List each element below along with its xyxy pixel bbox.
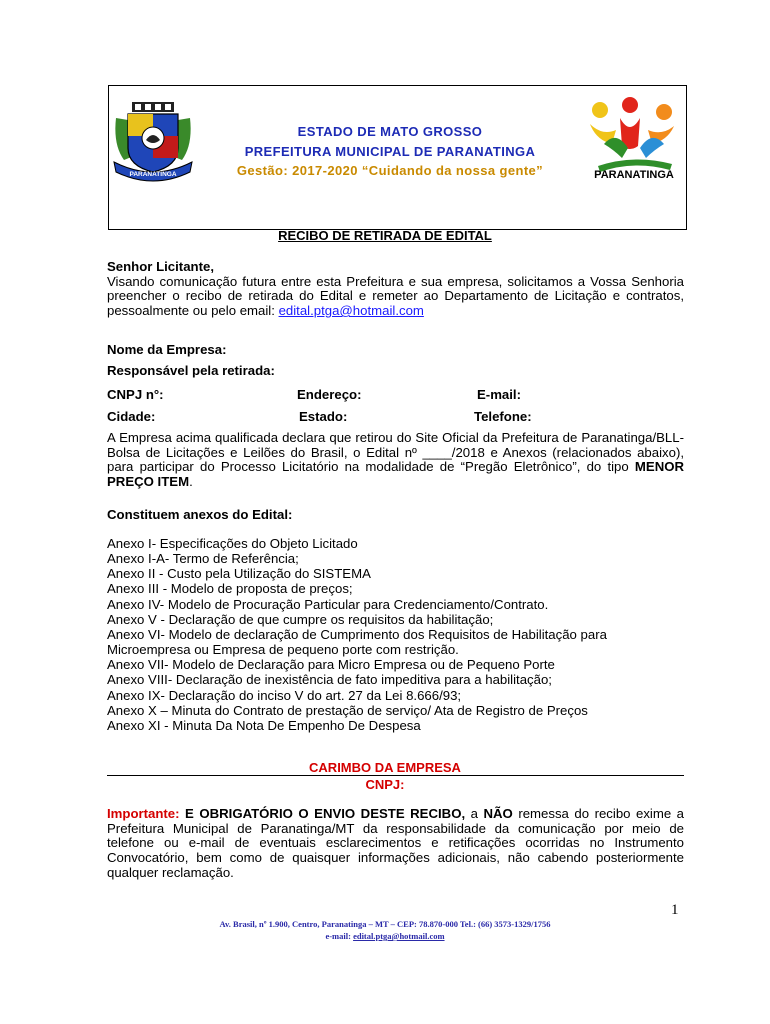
paranatinga-logo-icon: [586, 96, 682, 186]
important-nao: NÃO: [483, 806, 513, 821]
list-item: Anexo VII- Modelo de Declaração para Micro Empresa ou de Pequeno Porte: [107, 657, 555, 673]
municipal-crest-icon: [110, 100, 196, 188]
declaration-type: MENOR PREÇO ITEM: [107, 459, 684, 490]
address-field: Endereço:: [297, 387, 362, 402]
stamp-divider: [107, 775, 684, 776]
header-lines: [200, 122, 580, 181]
city-hall-name: PREFEITURA MUNICIPAL DE PARANATINGA: [244, 143, 536, 159]
annex-heading: Constituem anexos do Edital:: [107, 507, 293, 522]
footer-email-label: e-mail:: [325, 931, 351, 941]
stamp-cnpj: CNPJ:: [365, 777, 405, 792]
cnpj-field: CNPJ n°:: [107, 387, 164, 402]
declaration-text: A Empresa acima qualificada declara que retirou do Site Oficial da Prefeitura de Paranatinga/BLL- Bolsa de Licitações e Leilões do Brasil, o Edital nº ____/2018 e Anexos (relacionados abaixo), para participar do Processo Licitatório na modalidade de “Pregão Eletrônico”, do tipo: [107, 430, 684, 475]
stamp-title: CARIMBO DA EMPRESA: [309, 760, 461, 775]
declaration-paragraph: A Empresa acima qualificada declara que retirou do Site Oficial da Prefeitura de Paranatinga/BLL- Bolsa de Licitações e Leilões do Brasil, o Edital nº ____/2018 e Anexos (relacionados abaixo), para participar do Processo Licitatório na modalidade de “Pregão Eletrônico”, do tipo MENOR PREÇO ITEM.: [107, 430, 684, 490]
intro-text: Visando comunicação futura entre esta Prefeitura e sua empresa, solicitamos a Vossa Senhoria preencher o recibo de retirada do Edital e remeter ao Departamento de Licitação e contratos, pessoalmente ou pelo email:: [107, 273, 684, 319]
footer-email-line: [0, 930, 770, 942]
greeting: Senhor Licitante,: [107, 259, 214, 274]
city-field: Cidade:: [107, 409, 156, 424]
important-a: a: [470, 806, 478, 821]
footer-email-link[interactable]: edital.ptga@hotmail.com: [353, 931, 445, 941]
list-item: Anexo IX- Declaração do inciso V do art. 27 da Lei 8.666/93;: [107, 687, 462, 703]
list-item: Anexo V - Declaração de que cumpre os requisitos da habilitação;: [107, 611, 494, 627]
list-item: Anexo XI - Minuta Da Nota De Empenho De Despesa: [107, 717, 421, 733]
company-name-field: Nome da Empresa:: [107, 342, 227, 357]
document-title: RECIBO DE RETIRADA DE EDITAL: [278, 228, 492, 243]
important-paragraph: [107, 807, 684, 881]
list-item: Microempresa ou Empresa de pequeno porte com restrição.: [107, 642, 459, 658]
annex-list: [107, 536, 684, 733]
list-item: Anexo VIII- Declaração de inexistência de fato impeditiva para a habilitação;: [107, 672, 552, 688]
intro-block: [107, 260, 684, 319]
state-field: Estado:: [299, 409, 348, 424]
state-name: ESTADO DE MATO GROSSO: [297, 124, 483, 139]
important-mandatory: E OBRIGATÓRIO O ENVIO DESTE RECIBO,: [185, 806, 466, 821]
crest-banner-text: PARANATINGA: [129, 171, 177, 178]
intro-email-link[interactable]: edital.ptga@hotmail.com: [278, 303, 424, 319]
phone-field: Telefone:: [474, 409, 532, 424]
list-item: Anexo X – Minuta do Contrato de prestação de serviço/ Ata de Registro de Preços: [107, 702, 588, 718]
list-item: Anexo I- Especificações do Objeto Licitado: [107, 536, 358, 551]
administration-term: Gestão: 2017-2020 “Cuidando da nossa gente”: [236, 163, 544, 178]
footer-address: Av. Brasil, nº 1.900, Centro, Paranatinga – MT – CEP: 78.870-000 Tel.: (66) 3573-1329/1756: [219, 919, 551, 929]
important-rest: remessa do recibo exime a Prefeitura Municipal de Paranatinga/MT da responsabilidade da comunicação por meio de telefone ou e-mail de eventuais esclarecimentos e retificações ocorridas no Instrumento Convocatório, bem como de quaisquer informações adicionais, não cabendo posteriormente qualquer reclamação.: [107, 806, 685, 880]
email-field: E-mail:: [477, 387, 521, 402]
list-item: Anexo I-A- Termo de Referência;: [107, 551, 299, 567]
footer: [0, 918, 770, 942]
list-item: Anexo VI- Modelo de declaração de Cumprimento dos Requisitos de Habilitação para: [107, 626, 607, 642]
list-item: Anexo IV- Modelo de Procuração Particular para Credenciamento/Contrato.: [107, 596, 549, 612]
list-item: Anexo II - Custo pela Utilização do SISTEMA: [107, 566, 371, 582]
page-number: 1: [671, 902, 679, 918]
logo-text: PARANATINGA: [594, 169, 674, 181]
list-item: Anexo III - Modelo de proposta de preços;: [107, 581, 353, 597]
important-label: Importante:: [107, 806, 180, 821]
responsible-field: Responsável pela retirada:: [107, 363, 275, 378]
